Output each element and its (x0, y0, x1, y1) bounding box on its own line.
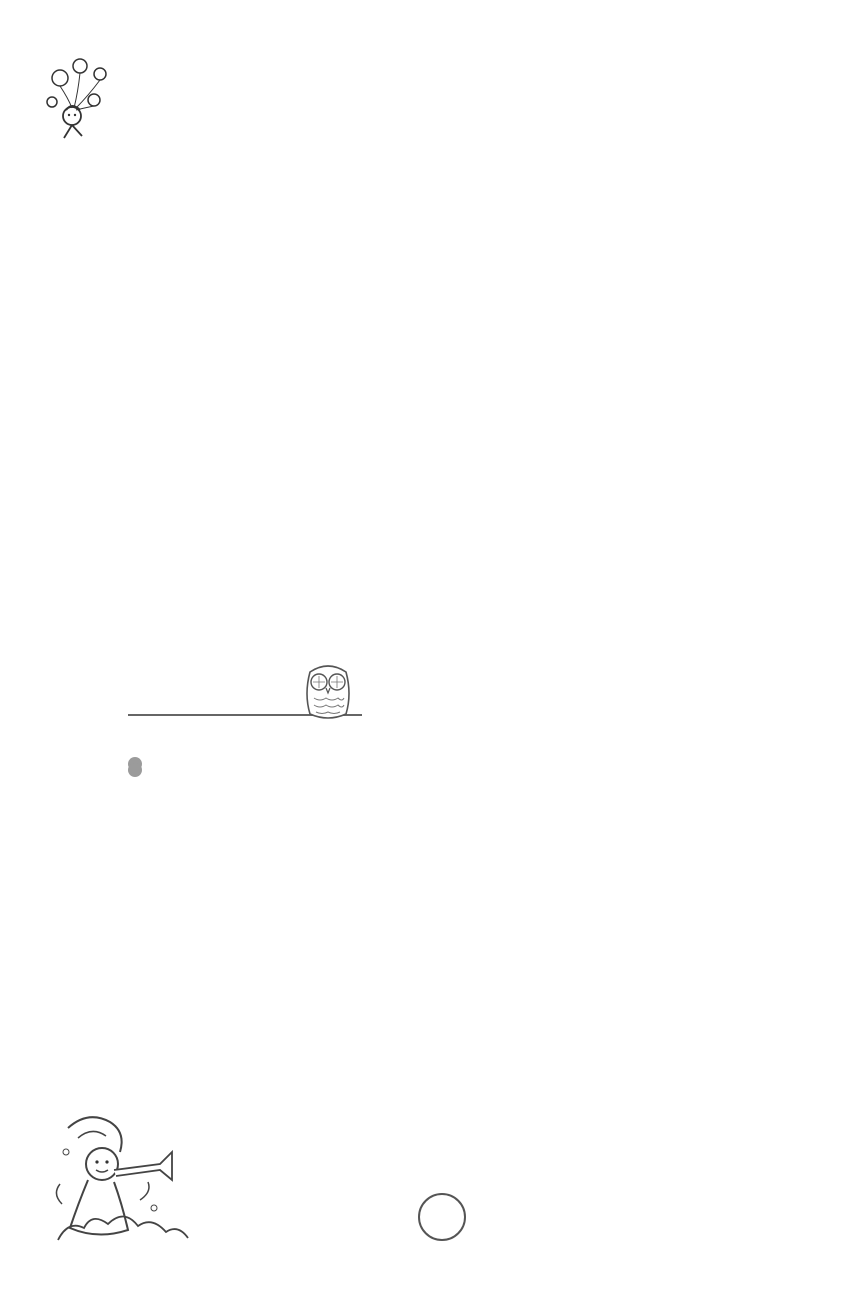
fairy-with-trumpet-icon (48, 1108, 198, 1250)
questions-list (128, 748, 773, 754)
bullet-icon (128, 763, 142, 777)
girl-with-balloons-icon (38, 50, 118, 140)
owl-icon (302, 660, 354, 722)
page-number (418, 1193, 466, 1241)
